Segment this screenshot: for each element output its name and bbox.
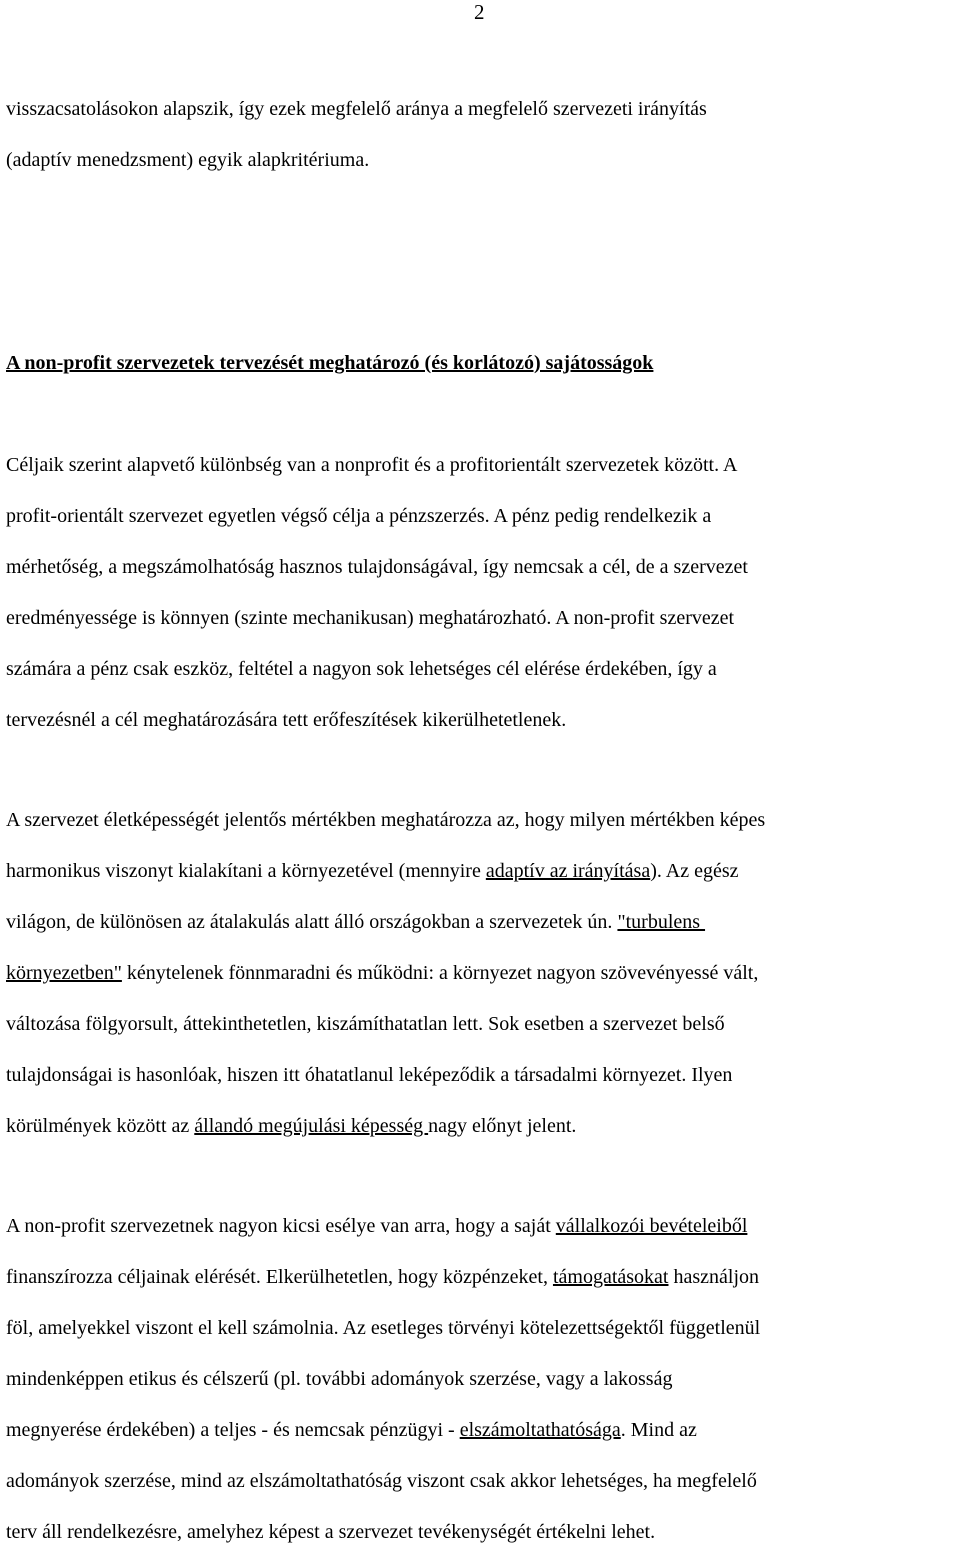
text-run: A non-profit szervezetnek nagyon kicsi esélye van arra, hogy a saját bbox=[6, 1215, 556, 1237]
text-line bbox=[6, 1405, 958, 1456]
text-run: körülmények között az bbox=[6, 1115, 195, 1137]
text-run: kénytelenek fönnmaradni és működni: a környezet nagyon szövevényessé vált, bbox=[121, 962, 759, 984]
text-line: terv áll rendelkezésre, amelyhez képest a szervezet tevékenységét értékelni lehet. bbox=[6, 1521, 656, 1543]
link-turbulent-environment[interactable]: "turbulens bbox=[617, 911, 706, 933]
link-grants[interactable]: támogatásokat bbox=[552, 1266, 669, 1288]
text-line bbox=[6, 897, 958, 948]
text-run: finanszírozza céljainak elérését. Elkerülhetetlen, hogy közpénzeket, bbox=[6, 1266, 553, 1288]
text-line: A szervezet életképességét jelentős mértékben meghatározza az, hogy milyen mértékben képes bbox=[6, 809, 766, 831]
text-line: számára a pénz csak eszköz, feltétel a nagyon sok lehetséges cél elérése érdekében, így a bbox=[6, 658, 717, 680]
text-line: profit-orientált szervezet egyetlen végső célja a pénzszerzés. A pénz pedig rendelkezik a bbox=[6, 505, 712, 527]
text-run: nagy előnyt jelent. bbox=[428, 1115, 577, 1137]
text-line bbox=[6, 1252, 958, 1303]
text-line: tulajdonságai is hasonlóak, hiszen itt óhatatlanul leképeződik a társadalmi környezet. Ilyen bbox=[6, 1064, 733, 1086]
link-renewal-capability[interactable]: állandó megújulási képesség bbox=[194, 1115, 429, 1137]
text-line: Céljaik szerint alapvető különbség van a nonprofit és a profitorientált szervezetek között. A bbox=[6, 454, 738, 476]
text-line: adományok szerzése, mind az elszámoltathatóság viszont csak akkor lehetséges, ha megfelelő bbox=[6, 1470, 757, 1492]
paragraph-goals bbox=[6, 440, 958, 746]
link-adaptive-management[interactable]: adaptív az irányítása bbox=[485, 860, 651, 882]
text-run: harmonikus viszonyt kialakítani a környezetével (mennyire bbox=[6, 860, 486, 882]
paragraph-financing bbox=[6, 1201, 958, 1558]
text-run: megnyerése érdekében) a teljes - és nemcsak pénzügyi - bbox=[6, 1419, 460, 1441]
text-line: (adaptív menedzsment) egyik alapkritériuma. bbox=[6, 149, 370, 171]
text-line: föl, amelyekkel viszont el kell számolnia. Az esetleges törvényi kötelezettségektől függetlenül bbox=[6, 1317, 761, 1339]
paragraph-environment bbox=[6, 795, 958, 1152]
text-line: eredményessége is könnyen (szinte mechanikusan) meghatározható. A non-profit szervezet bbox=[6, 607, 735, 629]
text-run: világon, de különösen az átalakulás alatt álló országokban a szervezetek ún. bbox=[6, 911, 618, 933]
text-run: ). Az egész bbox=[650, 860, 739, 882]
text-line bbox=[6, 846, 958, 897]
intro-paragraph bbox=[6, 84, 958, 186]
link-business-revenue[interactable]: vállalkozói bevételeiből bbox=[555, 1215, 748, 1237]
text-line: tervezésnél a cél meghatározására tett erőfeszítések kikerülhetetlenek. bbox=[6, 709, 567, 731]
section-heading: A non-profit szervezetek tervezését meghatározó (és korlátozó) sajátosságok bbox=[6, 352, 654, 374]
text-run: . Mind az bbox=[620, 1419, 697, 1441]
text-line: változása fölgyorsult, áttekinthetetlen, kiszámíthatatlan lett. Sok esetben a szervezet belső bbox=[6, 1013, 725, 1035]
text-line bbox=[6, 1201, 958, 1252]
text-line: mérhetőség, a megszámolhatóság hasznos tulajdonságával, így nemcsak a cél, de a szervezet bbox=[6, 556, 748, 578]
text-line bbox=[6, 948, 958, 999]
link-turbulent-environment-cont[interactable]: környezetben" bbox=[6, 962, 122, 984]
page-number: 2 bbox=[474, 0, 485, 24]
text-line: visszacsatolásokon alapszik, így ezek megfelelő aránya a megfelelő szervezeti irányítás bbox=[6, 98, 707, 120]
link-accountability[interactable]: elszámoltathatósága bbox=[459, 1419, 621, 1441]
text-line bbox=[6, 1101, 958, 1152]
text-line: mindenképpen etikus és célszerű (pl. további adományok szerzése, vagy a lakosság bbox=[6, 1368, 673, 1390]
text-run: használjon bbox=[668, 1266, 760, 1288]
